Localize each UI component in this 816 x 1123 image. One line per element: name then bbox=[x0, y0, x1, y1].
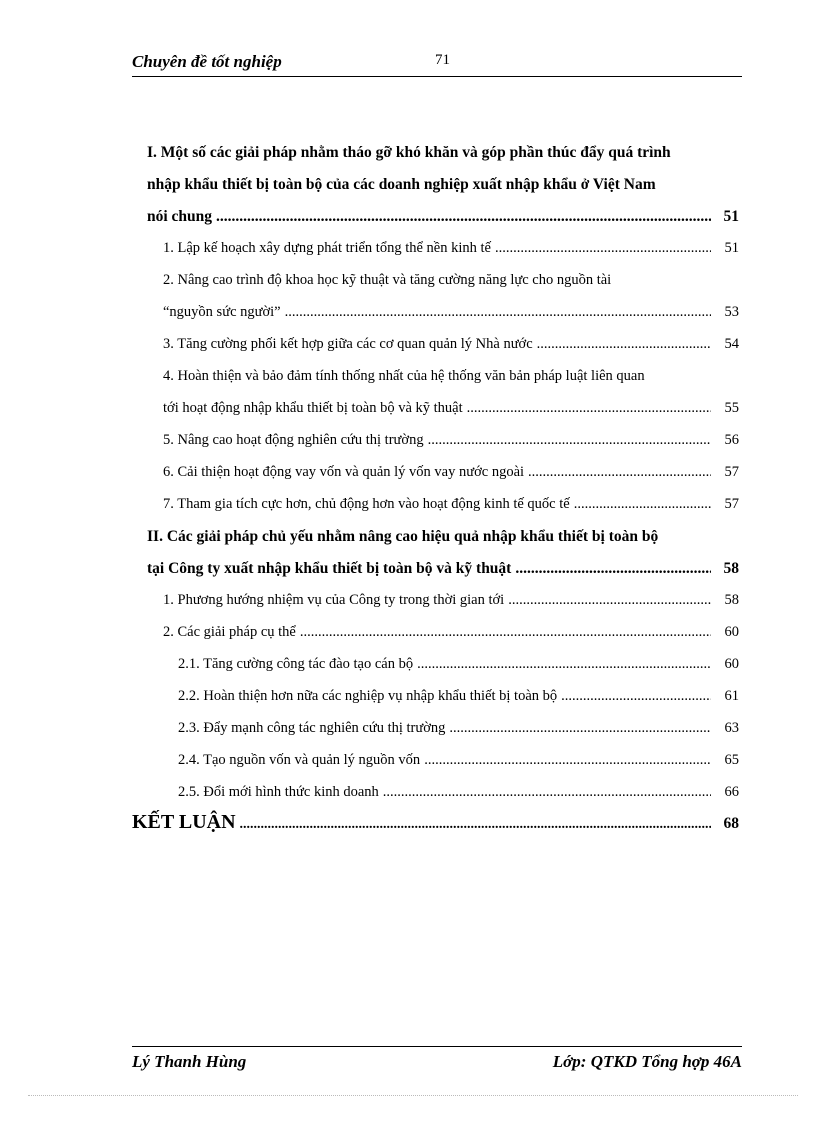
toc-conclusion[interactable] bbox=[132, 811, 739, 834]
toc-page-number: 68 bbox=[723, 815, 739, 832]
page-number: 71 bbox=[435, 52, 450, 68]
toc-page-number: 57 bbox=[724, 464, 739, 480]
leader-dots bbox=[515, 560, 711, 578]
toc-section-1[interactable] bbox=[147, 208, 739, 226]
toc-section-1-line-2[interactable]: nhập khẩu thiết bị toàn bộ của các doanh nghiệp xuất nhập khẩu ở Việt Nam bbox=[147, 176, 656, 193]
toc-item-2-2[interactable] bbox=[163, 624, 739, 641]
toc-subitem-2-2-1[interactable] bbox=[178, 656, 739, 673]
leader-dots bbox=[467, 400, 711, 417]
class-name: Lớp: QTKD Tổng hợp 46A bbox=[552, 1052, 742, 1071]
toc-item-label: 1. Phương hướng nhiệm vụ của Công ty trong thời gian tới bbox=[163, 592, 505, 608]
toc-item-label: 1. Lập kế hoạch xây dựng phát triển tổng thể nền kinh tế bbox=[163, 240, 491, 256]
leader-dots bbox=[537, 336, 711, 353]
toc-section-2-line-1[interactable]: II. Các giải pháp chủ yếu nhằm nâng cao hiệu quả nhập khẩu thiết bị toàn bộ bbox=[147, 528, 659, 545]
toc-page-number: 61 bbox=[724, 688, 739, 704]
toc-item-2-1[interactable] bbox=[163, 592, 739, 609]
toc-page-number: 60 bbox=[724, 624, 739, 640]
leader-dots bbox=[574, 496, 711, 513]
toc-page-number: 53 bbox=[724, 304, 739, 320]
toc-item-1-1[interactable] bbox=[163, 240, 739, 257]
toc-item-label: 3. Tăng cường phối kết hợp giữa các cơ quan quản lý Nhà nước bbox=[163, 336, 533, 352]
leader-dots bbox=[383, 784, 711, 801]
toc-section-1-line-3: nói chung bbox=[147, 208, 213, 225]
toc-item-label: “nguyồn sức người” bbox=[163, 304, 281, 320]
leader-dots bbox=[449, 720, 711, 737]
toc-section-1-line-1[interactable]: I. Một số các giải pháp nhằm tháo gỡ khó khăn và góp phần thúc đẩy quá trình bbox=[147, 144, 671, 161]
toc-page-number: 58 bbox=[723, 560, 739, 577]
toc-item-label: tới hoạt động nhập khẩu thiết bị toàn bộ và kỹ thuật bbox=[163, 400, 463, 416]
toc-section-2-line-2: tại Công ty xuất nhập khẩu thiết bị toàn bộ và kỹ thuật bbox=[147, 560, 512, 577]
toc-item-label: 5. Nâng cao hoạt động nghiên cứu thị trường bbox=[163, 432, 424, 448]
toc-item-1-2[interactable] bbox=[163, 304, 739, 321]
page-header bbox=[132, 52, 742, 77]
toc-item-1-3[interactable] bbox=[163, 336, 739, 353]
toc-subitem-2-2-4[interactable] bbox=[178, 752, 739, 769]
toc-subitem-2-2-5[interactable] bbox=[178, 784, 739, 801]
toc-item-label: 2.4. Tạo nguồn vốn và quản lý nguồn vốn bbox=[178, 752, 421, 768]
toc-page-number: 51 bbox=[724, 240, 739, 256]
leader-dots bbox=[216, 208, 711, 226]
leader-dots bbox=[424, 752, 711, 769]
toc-page-number: 65 bbox=[724, 752, 739, 768]
leader-dots bbox=[285, 304, 711, 321]
page-footer bbox=[132, 1046, 742, 1077]
document-title: Chuyên đề tốt nghiệp bbox=[132, 52, 282, 71]
toc-item-1-2-line-1[interactable]: 2. Nâng cao trình độ khoa học kỹ thuật và tăng cường năng lực cho nguồn tài bbox=[163, 272, 612, 288]
leader-dots bbox=[300, 624, 711, 641]
leader-dots bbox=[528, 464, 711, 481]
toc-page-number: 56 bbox=[724, 432, 739, 448]
leader-dots bbox=[240, 817, 711, 833]
toc-page-number: 66 bbox=[724, 784, 739, 800]
toc-section-2[interactable] bbox=[147, 560, 739, 578]
leader-dots bbox=[508, 592, 711, 609]
leader-dots bbox=[417, 656, 711, 673]
toc-page-number: 63 bbox=[724, 720, 739, 736]
toc-subitem-2-2-2[interactable] bbox=[178, 688, 739, 705]
toc-page-number: 54 bbox=[724, 336, 739, 352]
toc-item-label: 6. Cải thiện hoạt động vay vốn và quản lý vốn vay nước ngoài bbox=[163, 464, 525, 480]
toc-page-number: 51 bbox=[723, 208, 739, 225]
toc-item-label: 2.5. Đổi mới hình thức kinh doanh bbox=[178, 784, 379, 800]
toc-conclusion-label: KẾT LUẬN bbox=[132, 811, 236, 833]
toc-page-number: 55 bbox=[724, 400, 739, 416]
leader-dots bbox=[495, 240, 711, 257]
toc-item-1-4[interactable] bbox=[163, 400, 739, 417]
toc-page-number: 58 bbox=[724, 592, 739, 608]
author-name: Lý Thanh Hùng bbox=[132, 1052, 247, 1071]
leader-dots bbox=[428, 432, 711, 449]
leader-dots bbox=[561, 688, 711, 705]
toc-item-label: 2.3. Đẩy mạnh công tác nghiên cứu thị trường bbox=[178, 720, 446, 736]
page-edge-divider bbox=[28, 1095, 798, 1096]
toc-item-label: 2.2. Hoàn thiện hơn nữa các nghiệp vụ nhập khẩu thiết bị toàn bộ bbox=[178, 688, 558, 704]
toc-subitem-2-2-3[interactable] bbox=[178, 720, 739, 737]
toc-item-1-7[interactable] bbox=[163, 496, 739, 513]
toc-page-number: 57 bbox=[724, 496, 739, 512]
toc-page-number: 60 bbox=[724, 656, 739, 672]
toc-item-label: 7. Tham gia tích cực hơn, chủ động hơn vào hoạt động kinh tế quốc tế bbox=[163, 496, 570, 512]
toc-item-1-6[interactable] bbox=[163, 464, 739, 481]
toc-item-label: 2.1. Tăng cường công tác đào tạo cán bộ bbox=[178, 656, 414, 672]
toc-item-1-4-line-1[interactable]: 4. Hoàn thiện và bảo đảm tính thống nhất của hệ thống văn bản pháp luật liên quan bbox=[163, 368, 645, 384]
toc-item-label: 2. Các giải pháp cụ thể bbox=[163, 624, 296, 640]
toc-item-1-5[interactable] bbox=[163, 432, 739, 449]
